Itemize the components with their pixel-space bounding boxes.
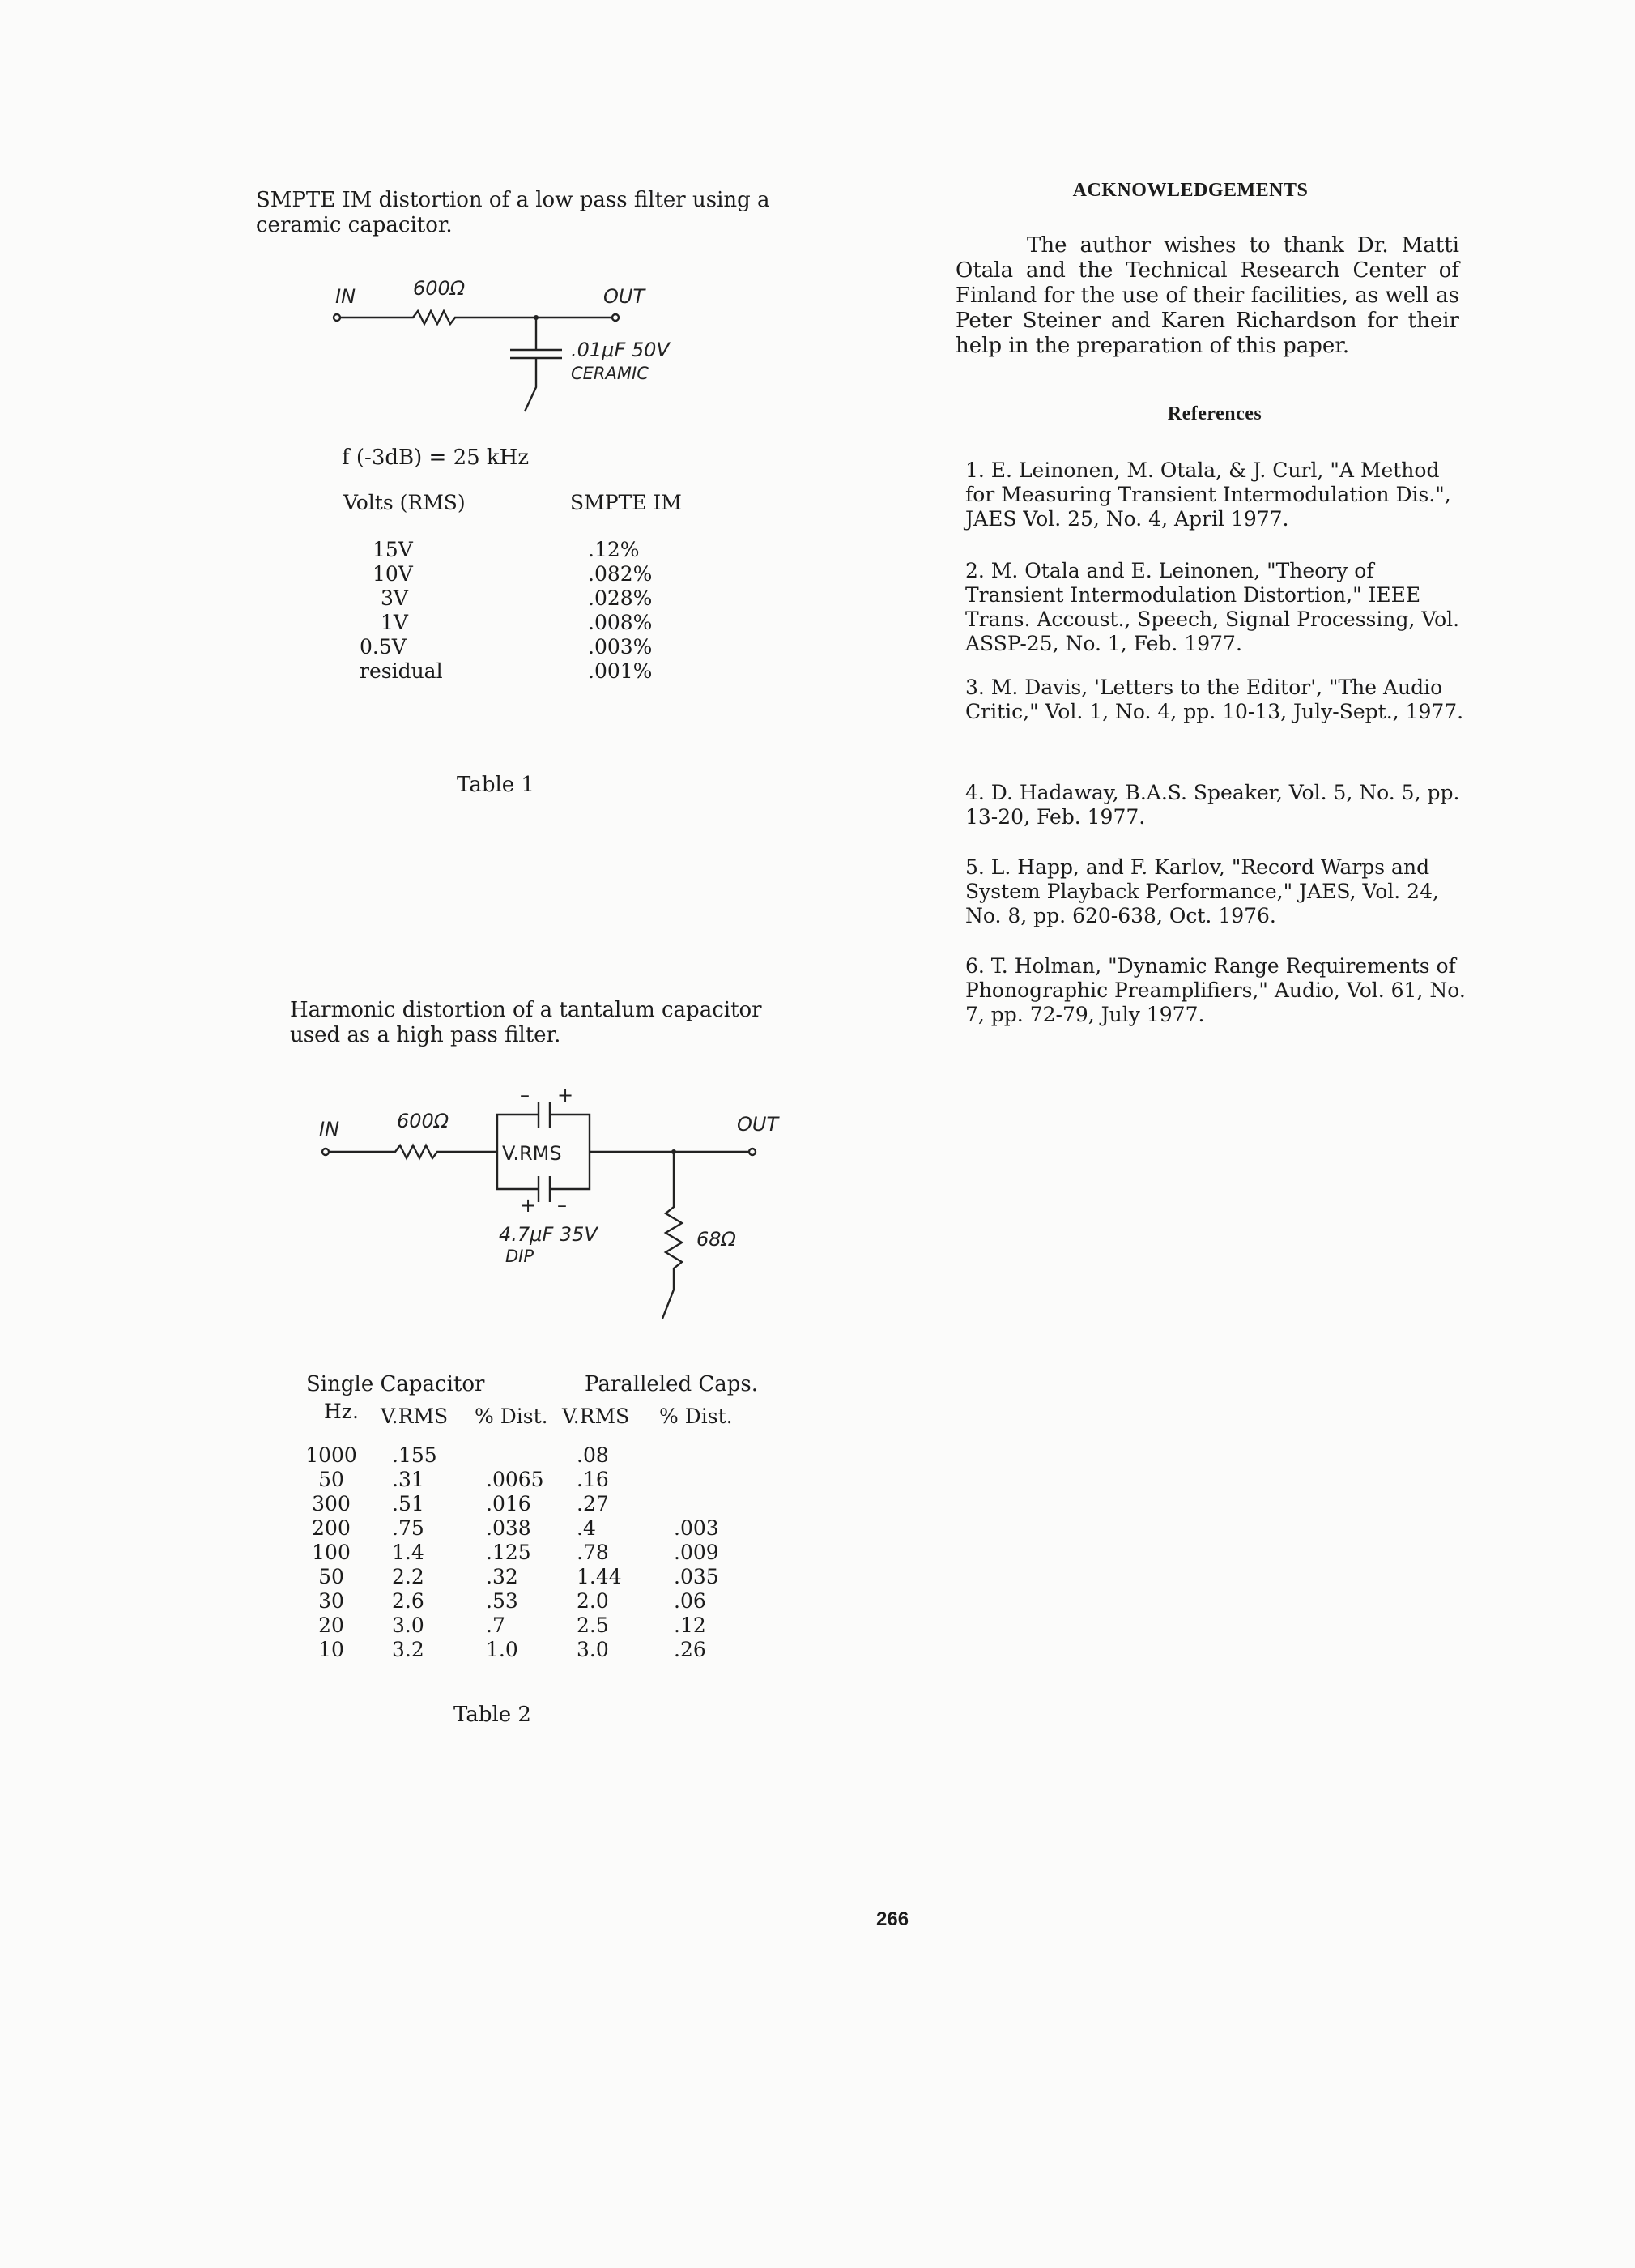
table-cell: .26 — [674, 1638, 706, 1661]
reference-2: 2. M. Otala and E. Leinonen, "Theory of Transient Intermodulation Distortion," IEEE Trans. Accoust., Speech, Signal Processing, Vol. ASSP-25, No. 1, Feb. 1977. — [965, 559, 1460, 655]
table-cell: .75 — [392, 1516, 424, 1540]
table-1-label: Table 1 — [457, 773, 534, 797]
table-cell: .31 — [392, 1468, 424, 1491]
table-cell: .51 — [392, 1492, 424, 1516]
acknowledgements-text: The author wishes to thank Dr. Matti Otala and the Technical Research Center of Finland for the use of their facilities, as well as Peter Steiner and Karen Richardson for their help in the preparation of this paper. — [956, 233, 1459, 358]
svg-text:+: + — [557, 1084, 574, 1106]
table-cell: .32 — [486, 1565, 518, 1588]
table-cell: 2.0 — [577, 1589, 609, 1613]
table-2 — [306, 1400, 733, 1437]
table-row: 3V .028% — [381, 586, 653, 610]
table-cell: 1.4 — [392, 1541, 424, 1564]
table-1 — [343, 491, 682, 684]
figure-1-caption: SMPTE IM distortion of a low pass filter using a ceramic capacitor. — [256, 188, 770, 237]
table-cell: 3.2 — [392, 1638, 424, 1661]
table-cell — [674, 1492, 747, 1516]
table-row — [303, 1565, 747, 1589]
table-cell: .08 — [577, 1443, 609, 1467]
table-cell: 3.0 — [577, 1638, 609, 1661]
table-2-label: Table 2 — [453, 1703, 531, 1727]
single-capacitor-header: Single Capacitor — [306, 1372, 485, 1396]
table-row: residual .001% — [360, 659, 653, 683]
reference-4: 4. D. Hadaway, B.A.S. Speaker, Vol. 5, No. 5, pp. 13-20, Feb. 1977. — [965, 781, 1460, 829]
capacitor-type-label: DIP — [505, 1247, 534, 1266]
table-cell: 2.6 — [392, 1589, 424, 1613]
table-cell: .003 — [674, 1516, 719, 1540]
page-number: 266 — [876, 1908, 909, 1930]
capacitor-value-label: .01μF 50V — [571, 339, 670, 361]
table-cell: .0065 — [486, 1468, 544, 1491]
low-pass-filter-schematic — [324, 267, 696, 429]
figure-2-caption: Harmonic distortion of a tantalum capacitor used as a high pass filter. — [290, 998, 762, 1047]
table-row: 0.5V .003% — [360, 635, 653, 659]
table-row — [303, 1638, 747, 1662]
resistor-value-label: 600Ω — [413, 277, 466, 300]
table-row: 1V .008% — [381, 611, 653, 634]
table-cell: .4 — [577, 1516, 596, 1540]
output-label: OUT — [603, 285, 645, 308]
table-cell: .12 — [674, 1614, 706, 1637]
table-row — [303, 1541, 747, 1565]
table-cell: 2.2 — [392, 1565, 424, 1588]
table-cell: .038 — [486, 1516, 531, 1540]
column-header-volts: Volts (RMS) — [343, 491, 466, 514]
table-row: 10V .082% — [373, 562, 653, 586]
table-cell: 3.0 — [392, 1614, 424, 1637]
table-row — [303, 1443, 747, 1468]
reference-3: 3. M. Davis, 'Letters to the Editor', "The Audio Critic," Vol. 1, No. 4, pp. 10-13, July-Sept., 1977. — [965, 676, 1464, 723]
table-cell: .78 — [577, 1541, 609, 1564]
table-cell: .155 — [392, 1443, 437, 1467]
svg-text:–: – — [557, 1194, 567, 1217]
table-cell: .009 — [674, 1541, 719, 1564]
table-cell: 200 — [312, 1516, 351, 1540]
high-pass-filter-schematic — [316, 1077, 786, 1336]
table-cell: 1.44 — [577, 1565, 622, 1588]
table-cell — [486, 1443, 573, 1468]
table-row: 15V .12% — [373, 538, 640, 561]
table-cell: .27 — [577, 1492, 609, 1516]
table-cell: .16 — [577, 1468, 609, 1491]
table-cell: .53 — [486, 1589, 518, 1613]
input-label: IN — [335, 285, 356, 308]
table-cell: .06 — [674, 1589, 706, 1613]
table-cell: 50 — [318, 1468, 344, 1491]
reference-6: 6. T. Holman, "Dynamic Range Requirements of Phonographic Preamplifiers," Audio, Vol. 61, No. 7, pp. 72-79, July 1977. — [965, 954, 1466, 1026]
table-cell — [674, 1468, 747, 1492]
reference-1: 1. E. Leinonen, M. Otala, & J. Curl, "A Method for Measuring Transient Intermodulation Dis.", JAES Vol. 25, No. 4, April 1977. — [965, 458, 1451, 531]
table-2-body — [303, 1443, 747, 1662]
paralleled-caps-header: Paralleled Caps. — [585, 1372, 759, 1396]
column-header-hz: Hz. — [324, 1400, 359, 1423]
references-heading: References — [1167, 403, 1262, 424]
table-cell: 2.5 — [577, 1614, 609, 1637]
table-cell: .016 — [486, 1492, 531, 1516]
cutoff-frequency: f (-3dB) = 25 kHz — [342, 446, 530, 470]
svg-text:+: + — [520, 1194, 537, 1217]
table-row — [303, 1516, 747, 1541]
capacitor-type-label: CERAMIC — [571, 364, 649, 383]
table-cell: 1.0 — [486, 1638, 518, 1661]
column-header-smpte: SMPTE IM — [570, 491, 682, 514]
table-cell: 100 — [312, 1541, 351, 1564]
acknowledgements-heading: ACKNOWLEDGEMENTS — [1072, 180, 1309, 201]
table-cell: .035 — [674, 1565, 719, 1588]
table-cell: .125 — [486, 1541, 531, 1564]
table-cell: 50 — [318, 1565, 344, 1588]
resistor-value-label: 600Ω — [397, 1110, 449, 1132]
table-row — [303, 1589, 747, 1614]
table-cell: .7 — [486, 1614, 505, 1637]
column-header-dist-single: % Dist. — [475, 1405, 548, 1428]
table-cell: 10 — [318, 1638, 344, 1661]
input-label: IN — [319, 1118, 340, 1140]
table-cell: 1000 — [305, 1443, 357, 1467]
load-resistor-label: 68Ω — [696, 1228, 736, 1251]
column-header-vrms-single: V.RMS — [381, 1405, 449, 1428]
table-cell — [674, 1443, 747, 1468]
svg-text:–: – — [520, 1084, 530, 1106]
output-label: OUT — [737, 1113, 779, 1136]
table-cell: 30 — [318, 1589, 344, 1613]
table-row — [303, 1492, 747, 1516]
table-row — [303, 1468, 747, 1492]
table-row — [303, 1614, 747, 1638]
meter-label: V.RMS — [502, 1142, 562, 1165]
capacitor-value-label: 4.7μF 35V — [499, 1223, 598, 1246]
reference-5: 5. L. Happ, and F. Karlov, "Record Warps and System Playback Performance," JAES, Vol. 24, No. 8, pp. 620-638, Oct. 1976. — [965, 855, 1439, 927]
column-header-dist-parallel: % Dist. — [659, 1405, 733, 1428]
column-header-vrms-parallel: V.RMS — [562, 1405, 630, 1428]
table-cell: 300 — [312, 1492, 351, 1516]
table-cell: 20 — [318, 1614, 344, 1637]
